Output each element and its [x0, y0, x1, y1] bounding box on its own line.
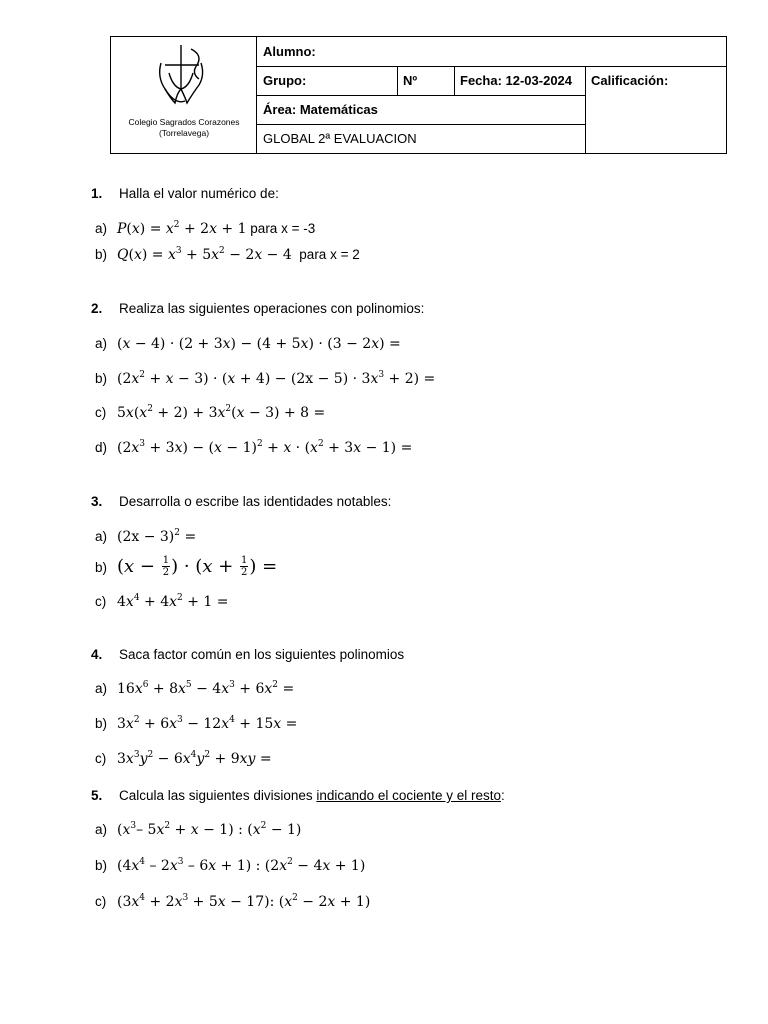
evaluacion-field: GLOBAL 2ª EVALUACION: [263, 131, 417, 146]
item-label: b): [95, 716, 108, 731]
math-expression: $Q(x) = x^3 + 5x^2 - 2x - 4$: [117, 246, 292, 263]
question-2: [91, 301, 424, 316]
item-label: c): [95, 594, 107, 609]
question-2-item-b: [95, 371, 435, 387]
school-name: [111, 117, 257, 139]
math-expression: ($x^3-$ $5x^2 + x - 1$) : $(x^2 - 1)$: [117, 821, 302, 838]
item-label: c): [95, 894, 107, 909]
question-text: Saca factor común en los siguientes polinomios: [119, 647, 405, 662]
math-expression: (x − 4) · (2 + 3x) − (4 + 5x) · (3 − 2x) =: [117, 336, 401, 352]
item-label: b): [95, 371, 108, 386]
numero-field: Nº: [403, 73, 418, 88]
item-condition: para x = -3: [250, 221, 316, 236]
question-2-item-d: [95, 440, 412, 456]
question-number: 2.: [91, 301, 103, 316]
question-text: Halla el valor numérico de:: [119, 186, 279, 201]
alumno-field: Alumno:: [263, 44, 316, 59]
math-expression: $3x^2 + 6x^3 - 12x^4 + 15x$ =: [117, 715, 298, 732]
school-name-line1: Colegio Sagrados Corazones: [128, 117, 240, 127]
question-3: [91, 494, 391, 509]
item-label: a): [95, 681, 108, 696]
question-5-item-a: [95, 822, 301, 838]
question-1: [91, 186, 279, 201]
item-label: a): [95, 822, 108, 837]
question-4-item-b: [95, 716, 297, 732]
math-expression: $16x^6 + 8x^5 - 4x^3 + 6x^2$ =: [117, 680, 295, 697]
school-name-line2: (Torrelavega): [158, 128, 210, 138]
question-3-item-b: [95, 555, 277, 578]
question-text: Desarrolla o escribe las identidades notables:: [119, 494, 392, 509]
question-3-item-a: [95, 529, 196, 545]
question-4-item-c: [95, 751, 272, 767]
grupo-field: Grupo:: [263, 73, 307, 88]
item-label: d): [95, 440, 108, 455]
question-1-item-a: [95, 221, 315, 237]
question-3-item-c: [95, 594, 228, 610]
question-text-underlined: indicando el cociente y el resto: [316, 788, 501, 803]
fraction: $\frac{1}{2}$: [162, 555, 170, 578]
logo-cell: [111, 37, 257, 153]
math-expression: $5x(x^2 + 2) + 3x^2(x - 3) + 8$ =: [117, 404, 326, 421]
question-number: 4.: [91, 647, 103, 662]
item-label: a): [95, 529, 108, 544]
math-expression: $3x^3y^2 - 6x^4y^2 + 9xy$ =: [117, 750, 272, 767]
question-2-item-a: [95, 336, 401, 352]
question-4-item-a: [95, 681, 294, 697]
item-label: c): [95, 405, 107, 420]
question-number: 3.: [91, 494, 103, 509]
header-table: [110, 36, 727, 154]
item-label: a): [95, 221, 108, 236]
question-number: 1.: [91, 186, 103, 201]
item-condition: para x = 2: [299, 247, 360, 262]
math-expression: $(3x^4 + 2x^3 + 5x - 17)$: $(x^2 - 2x + 1)$: [117, 893, 371, 910]
fecha-field: Fecha: 12-03-2024: [460, 73, 573, 88]
math-expression: $(2x^3 + 3x) - (x - 1)^2 + x \cdot (x^2 + 3x - 1)$ =: [117, 439, 413, 456]
question-5-item-c: [95, 894, 370, 910]
question-2-item-c: [95, 405, 325, 421]
school-logo: [155, 43, 213, 113]
item-label: b): [95, 247, 108, 262]
question-5: [91, 788, 505, 803]
item-label: b): [95, 858, 108, 873]
math-expression: $4x^4 + 4x^2 + 1$ =: [117, 593, 229, 610]
item-label: b): [95, 559, 108, 575]
question-5-item-b: [95, 858, 365, 874]
item-label: c): [95, 751, 107, 766]
math-expression: $(2x - 3)^2$ =: [117, 528, 197, 545]
question-4: [91, 647, 404, 662]
area-field: Área: Matemáticas: [263, 102, 378, 117]
math-expression: (x − $\frac{1}{2}$ ) · (x + $\frac{1}{2}$ ) =: [117, 555, 278, 578]
math-expression: $(4x^4 - 2x^3 - 6x + 1)$ : $(2x^2 - 4x + 1)$: [117, 857, 366, 874]
math-expression: $(2x^2 + x - 3) \cdot (x + 4) - (2x - 5) \cdot 3x^3 + 2$) =: [117, 370, 436, 387]
math-expression: $P(x) = x^2 + 2x + 1$: [117, 220, 247, 237]
question-number: 5.: [91, 788, 103, 803]
item-label: a): [95, 336, 108, 351]
question-1-item-b: [95, 247, 360, 263]
question-text: Realiza las siguientes operaciones con polinomios:: [119, 301, 425, 316]
calificacion-field: Calificación:: [591, 73, 669, 88]
fraction: $\frac{1}{2}$: [241, 555, 248, 578]
question-text: Calcula las siguientes divisiones: [119, 788, 317, 803]
question-text-end: :: [500, 788, 505, 803]
